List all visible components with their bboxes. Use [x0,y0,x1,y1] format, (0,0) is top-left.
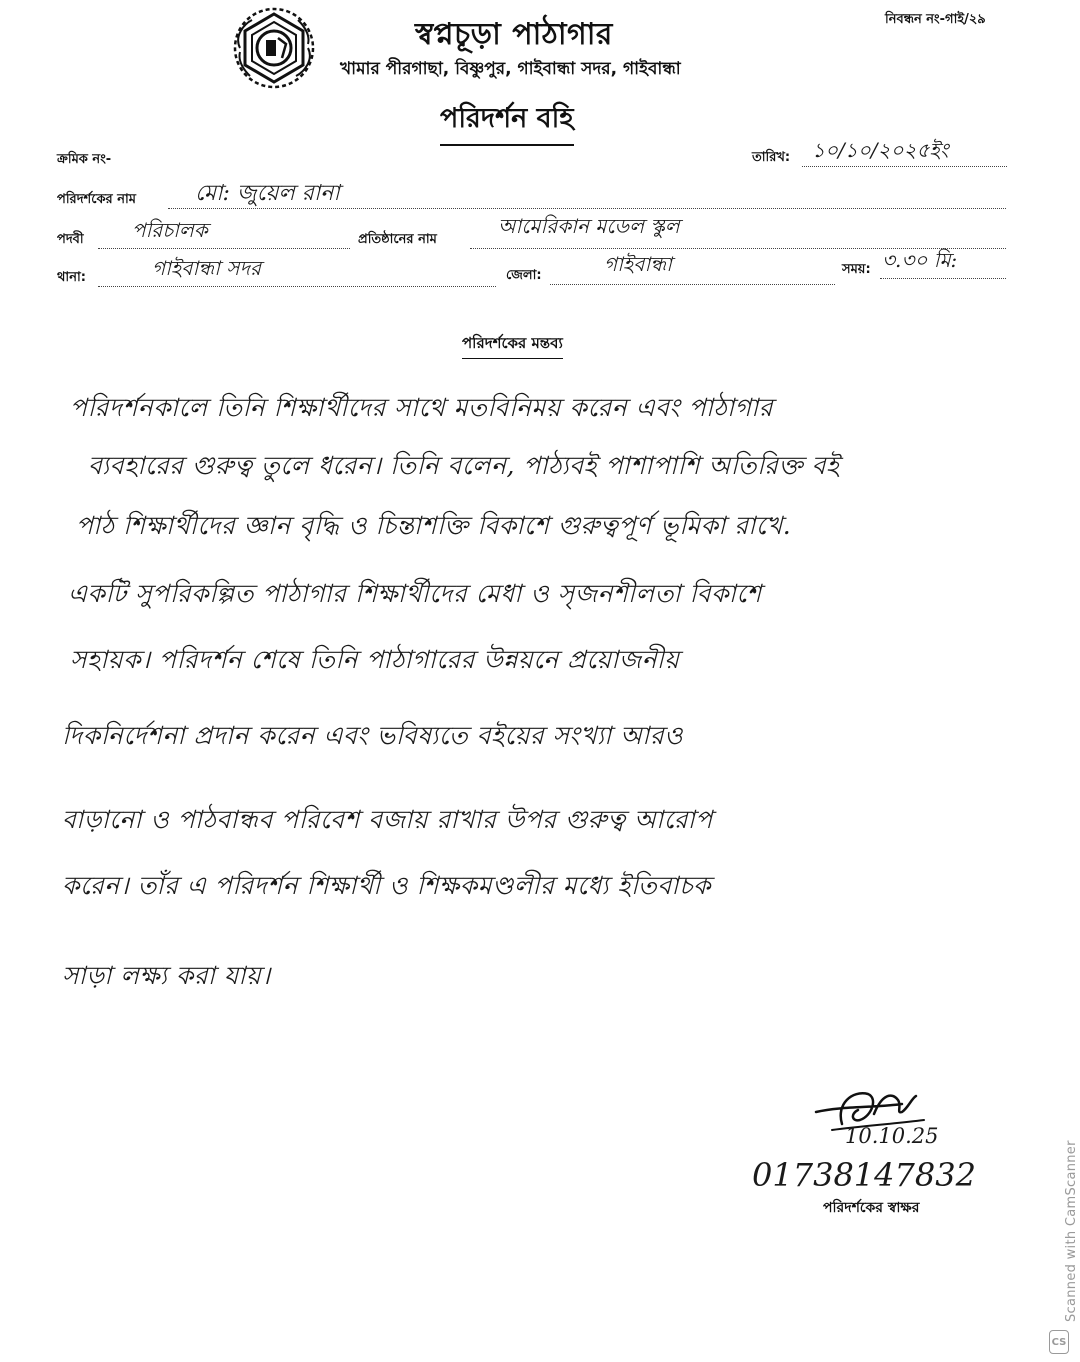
date-label: তারিখ: [752,150,791,165]
district-label: জেলা: [506,268,542,283]
camscanner-badge-icon: CS [1049,1330,1069,1354]
institution-value: আমেরিকান মডেল স্কুল [498,214,680,238]
remark-line: সহায়ক। পরিদর্শন শেষে তিনি পাঠাগারের উন্নয়নে প্রয়োজনীয় [70,645,680,674]
inspector-name-label: পরিদর্শকের নাম [57,192,136,207]
organization-address: খামার পীরগাছা, বিষ্ণুপুর, গাইবান্ধা সদর, গাইবান্ধা [340,59,681,79]
date-value: ১০/১০/২০২৫ইং [812,138,949,162]
inspector-name-value: মো: জুয়েল রানা [195,181,340,206]
time-label: সময়: [842,262,871,277]
remark-line: করেন। তাঁর এ পরিদর্শন শিক্ষার্থী ও শিক্ষকমণ্ডলীর মধ্যে ইতিবাচক [62,871,711,900]
scanner-watermark [1046,1140,1079,1358]
remark-line: পরিদর্শনকালে তিনি শিক্ষার্থীদের সাথে মতবিনিময় করেন এবং পাঠাগার [70,393,773,422]
remark-line: দিকনির্দেশনা প্রদান করেন এবং ভবিষ্যতে বইয়ের সংখ্যা আরও [62,721,683,750]
signature-date: 10.10.25 [845,1124,939,1148]
registration-number: নিবন্ধন নং-গাই/২৯ [885,12,986,27]
signature-phone: 01738147832 [752,1156,976,1194]
thana-value: গাইবান্ধা সদর [152,256,261,280]
remark-line: ব্যবহারের গুরুত্ব তুলে ধরেন। তিনি বলেন, পাঠ্যবই পাশাপাশি অতিরিক্ত বই [88,451,840,480]
serial-label: ক্রমিক নং- [57,152,112,167]
district-line [550,284,835,285]
remark-line: পাঠ শিক্ষার্থীদের জ্ঞান বৃদ্ধি ও চিন্তাশক্তি বিকাশে গুরুত্বপূর্ণ ভূমিকা রাখে. [76,511,792,540]
remark-line: বাড়ানো ও পাঠবান্ধব পরিবেশ বজায় রাখার উপর গুরুত্ব আরোপ [62,805,713,834]
institution-label: প্রতিষ্ঠানের নাম [358,232,437,247]
district-value: গাইবান্ধা [604,252,672,276]
signature-label: পরিদর্শকের স্বাক্ষর [823,1200,920,1216]
designation-value: পরিচালক [132,218,208,242]
organization-name: স্বপ্নচূড়া পাঠাগার [415,17,613,52]
watermark-text: Scanned with CamScanner [1064,1140,1079,1322]
library-emblem-icon [232,6,316,90]
thana-label: থানা: [57,270,86,285]
time-value: ৩.৩০ মি: [882,248,958,272]
designation-label: পদবী [57,232,84,247]
book-title: পরিদর্শন বহি [440,98,574,146]
remark-line: একটি সুপরিকল্পিত পাঠাগার শিক্ষার্থীদের মেধা ও সৃজনশীলতা বিকাশে [68,579,762,608]
remarks-heading: পরিদর্শকের মন্তব্য [462,332,563,359]
remark-line: সাড়া লক্ষ্য করা যায়। [62,961,271,990]
